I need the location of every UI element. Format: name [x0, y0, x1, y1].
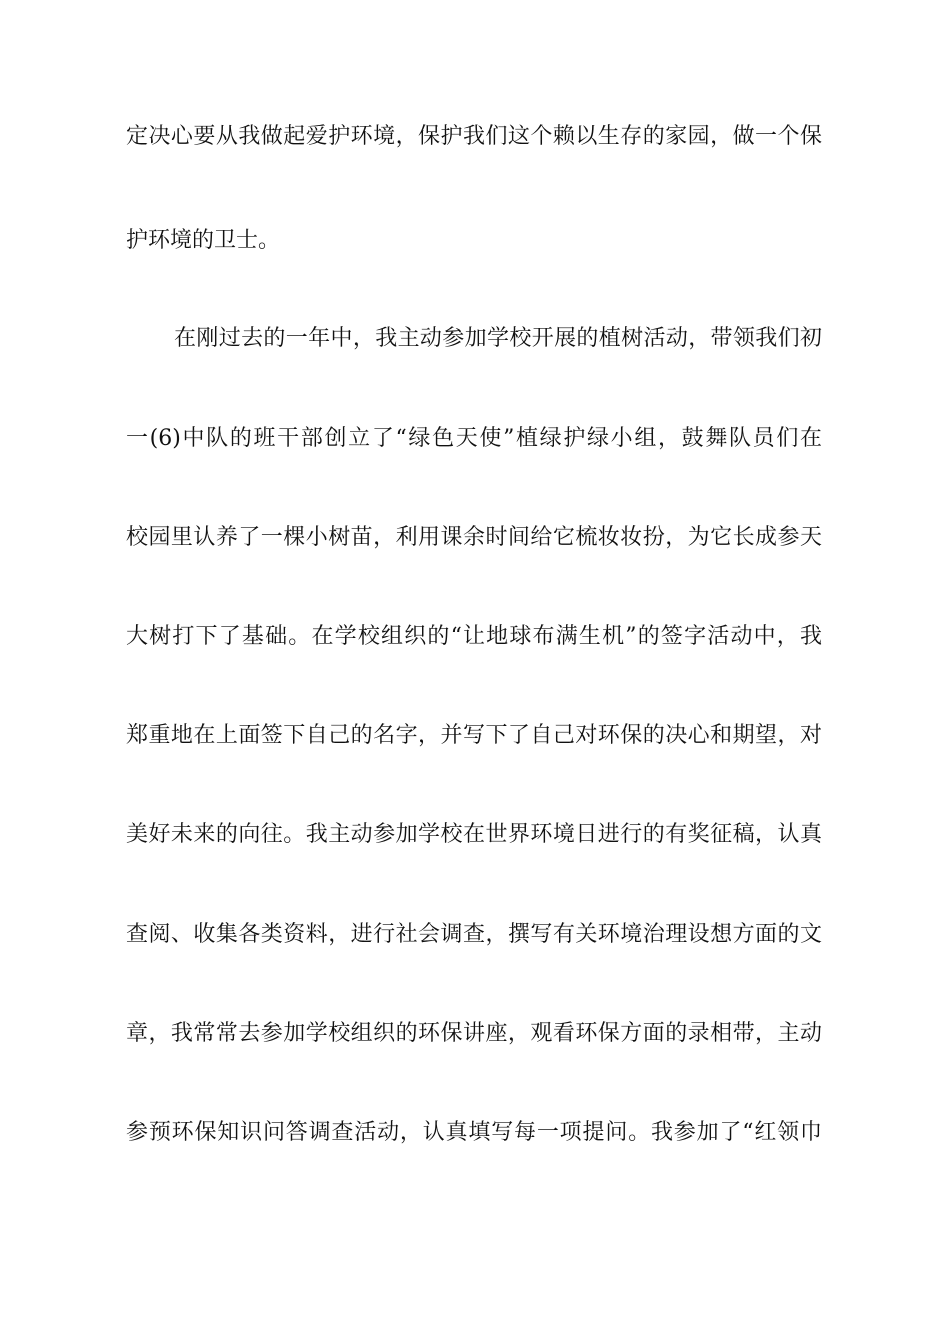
text-line-10: 章，我常常去参加学校组织的环保讲座，观看环保方面的录相带，主动 — [126, 1021, 822, 1046]
text-line-5: 校园里认养了一棵小树苗，利用课余时间给它梳妆妆扮，为它长成参天 — [126, 525, 822, 550]
text-line-9: 查阅、收集各类资料，进行社会调查，撰写有关环境治理设想方面的文 — [126, 922, 822, 947]
text-line-6: 大树打下了基础。在学校组织的“让地球布满生机”的签字活动中，我 — [126, 624, 822, 649]
text-line-11: 参预环保知识问答调查活动，认真填写每一项提问。我参加了“红领巾 — [126, 1120, 822, 1145]
text-line-2: 护环境的卫士。 — [126, 228, 281, 253]
text-line-4: 一(6)中队的班干部创立了“绿色天使”植绿护绿小组，鼓舞队员们在 — [126, 426, 822, 451]
paragraph-first-line: 在刚过去的一年中，我主动参加学校开展的植树活动，带领我们初 — [174, 326, 822, 351]
text-line-7: 郑重地在上面签下自己的名字，并写下了自己对环保的决心和期望，对 — [126, 723, 822, 748]
text-line-8: 美好未来的向往。我主动参加学校在世界环境日进行的有奖征稿，认真 — [126, 822, 822, 847]
text-line-1: 定决心要从我做起爱护环境，保护我们这个赖以生存的家园，做一个保 — [126, 124, 822, 149]
